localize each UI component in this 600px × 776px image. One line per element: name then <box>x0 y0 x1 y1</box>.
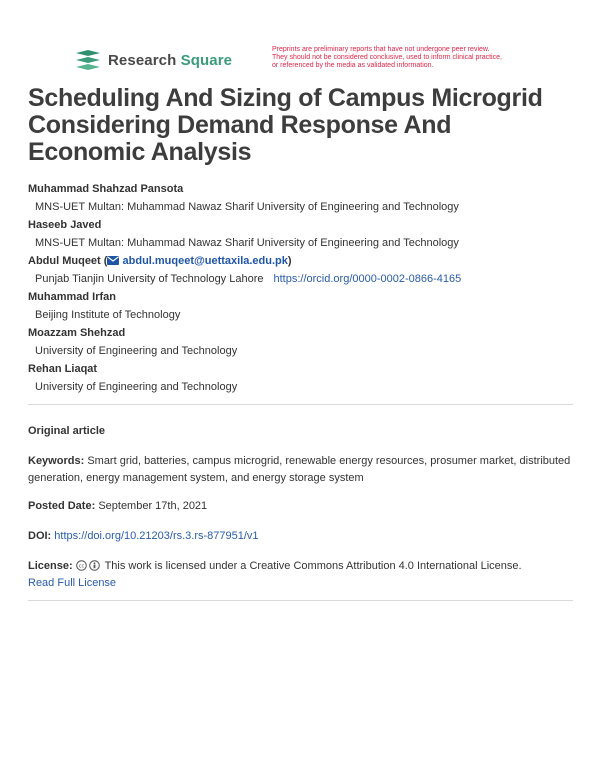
posted-date-label: Posted Date: <box>28 500 96 512</box>
mail-icon <box>107 256 119 265</box>
posted-date-value: September 17th, 2021 <box>98 500 208 512</box>
author-name: Moazzam Shehzad <box>28 327 126 339</box>
keywords-value: Smart grid, batteries, campus microgrid, renewable energy resources, prosumer market, distributed generation, energy management system, and energy storage system <box>28 455 571 484</box>
notice-line: Preprints are preliminary reports that have not undergone peer review. <box>272 46 490 53</box>
logo-wordmark: Research Square <box>108 51 233 69</box>
preprint-notice <box>272 46 572 70</box>
author-name: Muhammad Irfan <box>28 291 117 303</box>
article-title: Scheduling And Sizing of Campus Microgrid Considering Demand Response And Economic Analysis <box>28 84 543 166</box>
doi-link[interactable]: https://doi.org/10.21203/rs.3.rs-877951/v1 <box>54 530 259 542</box>
author-affiliation: Beijing Institute of Technology <box>35 309 181 321</box>
keywords <box>28 453 573 487</box>
notice-line: They should not be considered conclusive, used to inform clinical practice, <box>272 54 502 61</box>
author-name: Muhammad Shahzad Pansota <box>28 183 184 195</box>
read-full-license-link[interactable]: Read Full License <box>28 577 117 589</box>
author-name: Abdul Muqeet <box>28 255 101 267</box>
notice-line: or referenced by the media as validated information. <box>272 62 434 69</box>
author-name: Haseeb Javed <box>28 219 102 231</box>
research-square-logo-icon <box>74 49 102 71</box>
author-affiliation: MNS-UET Multan: Muhammad Nawaz Sharif University of Engineering and Technology <box>35 201 459 213</box>
doi-label: DOI: <box>28 530 52 542</box>
license <box>28 558 573 592</box>
doi <box>28 528 573 545</box>
author-affiliation: Punjab Tianjin University of Technology Lahore https://orcid.org/0000-0002-0866-4165 <box>35 273 462 285</box>
author-affiliation: University of Engineering and Technology <box>35 381 238 393</box>
creative-commons-icon <box>76 560 87 571</box>
license-text: This work is licensed under a Creative Commons Attribution 4.0 International License. <box>104 560 522 572</box>
divider <box>28 404 573 405</box>
research-square-logo[interactable] <box>74 49 232 71</box>
keywords-label: Keywords: <box>28 455 85 467</box>
attribution-icon <box>89 560 100 571</box>
author-list <box>28 180 578 396</box>
orcid-link[interactable]: https://orcid.org/0000-0002-0866-4165 <box>273 273 462 285</box>
article-type: Original article <box>28 425 106 437</box>
author-affiliation: MNS-UET Multan: Muhammad Nawaz Sharif University of Engineering and Technology <box>35 237 459 249</box>
posted-date <box>28 498 573 515</box>
license-label: License: <box>28 560 73 572</box>
author-name: Rehan Liaqat <box>28 363 98 375</box>
author-affiliation: University of Engineering and Technology <box>35 345 238 357</box>
corresponding-author: Abdul Muqeet ( abdul.muqeet@uettaxila.edu.pk) <box>28 255 292 267</box>
author-email-link[interactable]: abdul.muqeet@uettaxila.edu.pk <box>122 255 288 267</box>
svg-text:cc: cc <box>78 563 84 570</box>
page-header <box>0 0 600 80</box>
divider <box>28 600 573 601</box>
